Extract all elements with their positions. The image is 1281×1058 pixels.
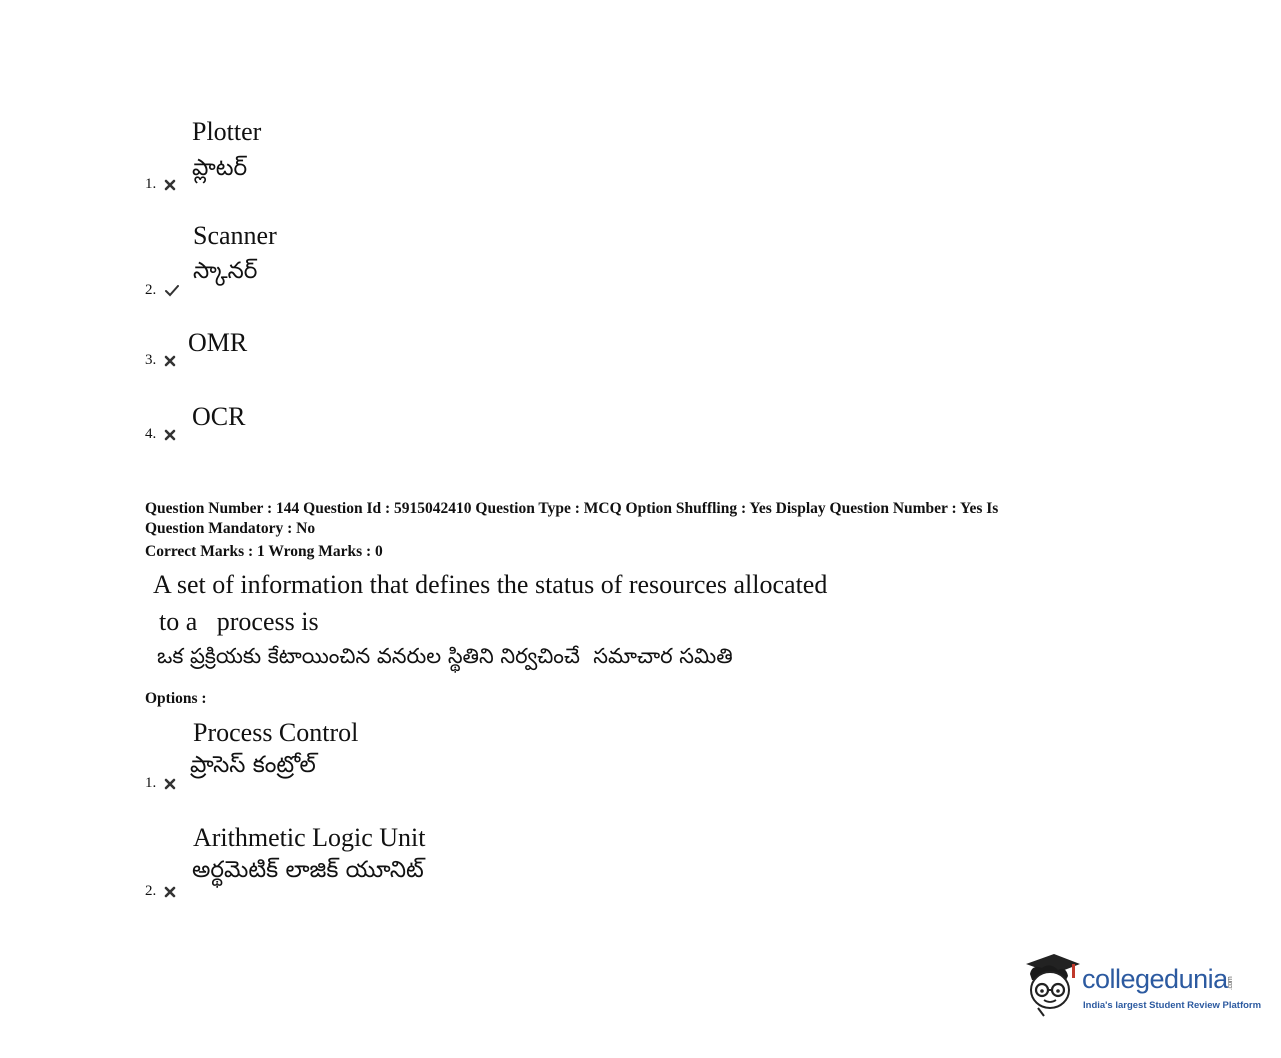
question-text-english-line-1: A set of information that defines the status of resources allocated: [153, 570, 828, 599]
prev-option-2-number: [145, 282, 180, 299]
cross-icon: [164, 179, 176, 191]
option-2-english: Arithmetic Logic Unit: [193, 823, 426, 852]
prev-option-2-english: Scanner: [193, 221, 277, 250]
question-meta-line-2: Question Mandatory : No: [145, 520, 316, 537]
option-1-number: [145, 775, 176, 792]
student-mascot-icon: [1020, 950, 1084, 1018]
prev-option-4-number: [145, 426, 176, 443]
collegedunia-logo: [1020, 950, 1260, 1022]
check-icon: [164, 285, 180, 297]
question-text-telugu: ఒక ప్రక్రియకు కేటాయించిన వనరుల స్థితిని నిర్వచించే సమాచార సమితి: [157, 644, 733, 668]
option-2-telugu: అర్థమెటిక్ లాజిక్ యూనిట్: [192, 857, 424, 883]
cross-icon: [164, 355, 176, 367]
question-meta-line-1: Question Number : 144 Question Id : 5915042410 Question Type : MCQ Option Shuffling : Yes Display Question Number : Yes Is: [145, 500, 999, 517]
cross-icon: [164, 429, 176, 441]
options-label: Options :: [145, 690, 207, 707]
prev-option-2-telugu: స్కానర్: [193, 258, 258, 284]
option-2-number-text: 2.: [145, 883, 157, 899]
cross-icon: [164, 886, 176, 898]
prev-option-4-english: OCR: [192, 402, 246, 431]
logo-name: collegedunia: [1082, 964, 1228, 994]
prev-option-4-number-text: 4.: [145, 426, 157, 442]
option-1-number-text: 1.: [145, 775, 157, 791]
prev-option-3-number: [145, 352, 176, 369]
prev-option-3-number-text: 3.: [145, 352, 157, 368]
option-1-english: Process Control: [193, 718, 359, 747]
cross-icon: [164, 778, 176, 790]
prev-option-1-number: [145, 176, 176, 193]
prev-option-1-telugu: ప్లాటర్: [192, 155, 248, 181]
option-1-telugu: ప్రాసెస్ కంట్రోల్: [190, 752, 316, 778]
option-2-number: [145, 883, 176, 900]
prev-option-1-english: Plotter: [192, 117, 262, 146]
prev-option-3-english: OMR: [188, 328, 248, 357]
question-text-english-line-2: to a process is: [159, 607, 319, 636]
prev-option-1-number-text: 1.: [145, 176, 157, 192]
prev-option-2-number-text: 2.: [145, 282, 157, 298]
question-marks: Correct Marks : 1 Wrong Marks : 0: [145, 543, 383, 560]
logo-suffix: .com: [1226, 976, 1234, 990]
logo-tagline: India's largest Student Review Platform: [1083, 1000, 1262, 1011]
